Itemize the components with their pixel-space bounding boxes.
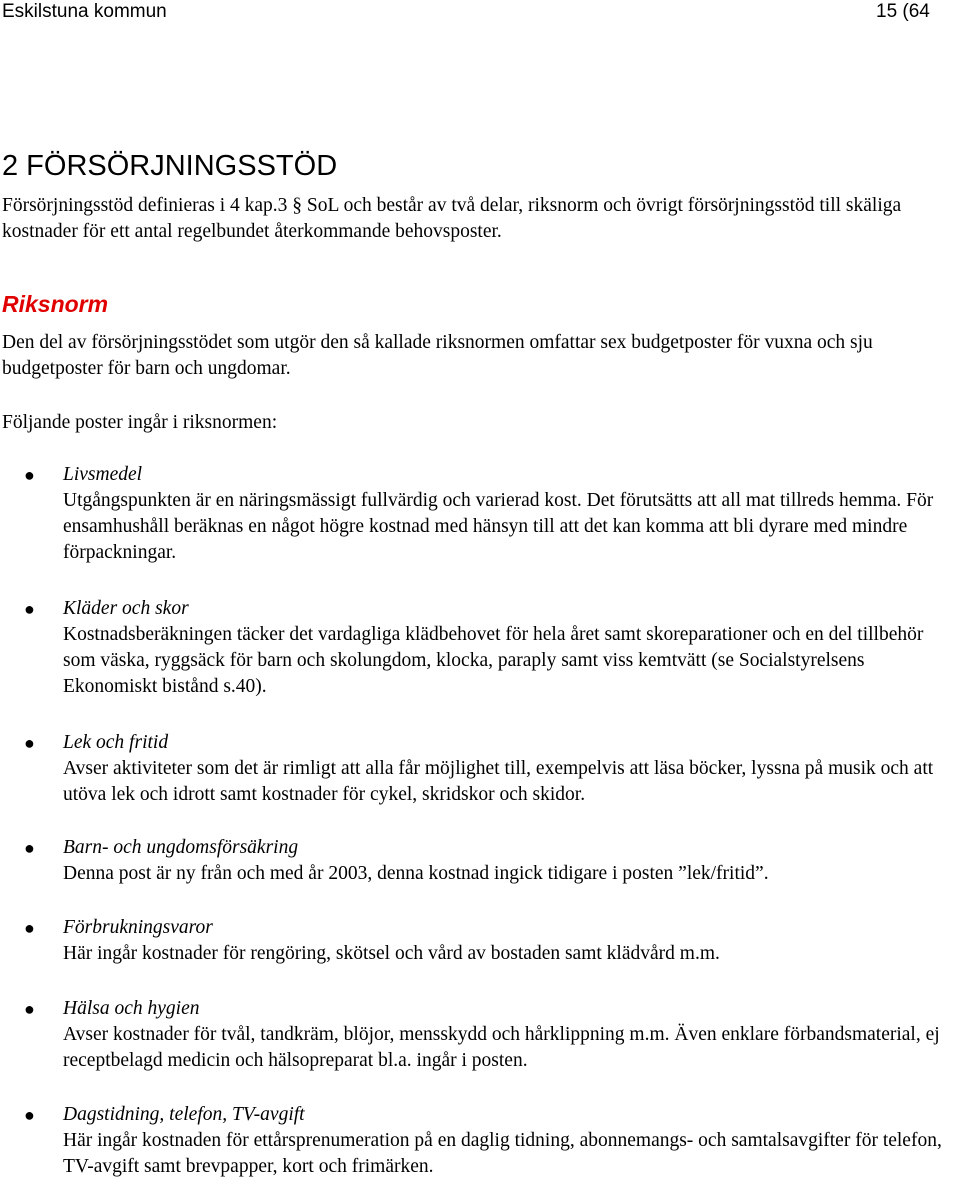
list-item — [63, 996, 953, 1074]
bullet-icon: ● — [24, 918, 35, 938]
bullet-icon: ● — [24, 599, 35, 619]
page-header — [0, 0, 960, 24]
riksnorm-heading: Riksnorm — [2, 291, 109, 317]
item-body: Avser aktiviteter som det är rimligt att alla får möjlighet till, exempelvis att läsa böcker, lyssna på musik och att utöva lek och idrott samt kostnader för cykel, skridskor och skidor. — [63, 758, 934, 805]
item-title: Förbrukningsvaror — [63, 917, 213, 938]
item-title: Barn- och ungdomsförsäkring — [63, 837, 299, 858]
list-item — [63, 835, 953, 887]
item-body: Denna post är ny från och med år 2003, denna kostnad ingick tidigare i posten ”lek/fritid”. — [63, 863, 769, 884]
bullet-icon: ● — [24, 1105, 35, 1125]
item-body: Kostnadsberäkningen täcker det vardagliga klädbehovet för hela året samt skoreparationer och en del tillbehör som väska, ryggsäck för barn och skolungdom, klocka, paraply samt viss kemtvätt (se Socialstyrelsens Ekonomiskt bistånd s.40). — [63, 624, 924, 697]
page-number: 15 (64 — [876, 1, 930, 22]
section-intro: Försörjningsstöd definieras i 4 kap.3 § SoL och består av två delar, riksnorm och övrigt försörjningsstöd till skäliga kostnader för ett antal regelbundet återkommande behovsposter. — [2, 195, 902, 242]
list-item — [63, 730, 953, 808]
bullet-icon: ● — [24, 838, 35, 858]
bullet-icon: ● — [24, 465, 35, 485]
section-title: 2 FÖRSÖRJNINGSSTÖD — [2, 150, 338, 182]
item-title: Hälsa och hygien — [63, 998, 200, 1019]
item-title: Kläder och skor — [63, 598, 189, 619]
riksnorm-text: Den del av försörjningsstödet som utgör den så kallade riksnormen omfattar sex budgetposter för vuxna och sju budgetposter för barn och ungdomar. — [2, 332, 873, 379]
item-body: Utgångspunkten är en näringsmässigt fullvärdig och varierad kost. Det förutsätts att all mat tillreds hemma. För ensamhushåll beräknas en något högre kostnad med hänsyn till att det kan komma att bli dyrare med mindre förpackningar. — [63, 490, 934, 563]
list-item — [63, 915, 953, 967]
item-body: Här ingår kostnaden för ettårsprenumeration på en daglig tidning, abonnemangs- och samtalsavgifter för telefon, TV-avgift samt brevpapper, kort och frimärken. — [63, 1130, 942, 1177]
organization-name: Eskilstuna kommun — [2, 1, 167, 22]
item-body: Här ingår kostnader för rengöring, skötsel och vård av bostaden samt klädvård m.m. — [63, 943, 720, 964]
list-item — [63, 462, 953, 566]
bullet-icon: ● — [24, 999, 35, 1019]
item-body: Avser kostnader för tvål, tandkräm, blöjor, mensskydd och hårklippning m.m. Även enklare förbandsmaterial, ej receptbelagd medicin och hälsopreparat bl.a. ingår i posten. — [63, 1024, 940, 1071]
item-title: Dagstidning, telefon, TV-avgift — [63, 1104, 305, 1125]
item-title: Livsmedel — [63, 464, 143, 485]
list-item — [63, 596, 953, 700]
item-title: Lek och fritid — [63, 732, 169, 753]
bullet-icon: ● — [24, 733, 35, 753]
list-item — [63, 1102, 953, 1180]
list-intro: Följande poster ingår i riksnormen: — [2, 412, 278, 433]
